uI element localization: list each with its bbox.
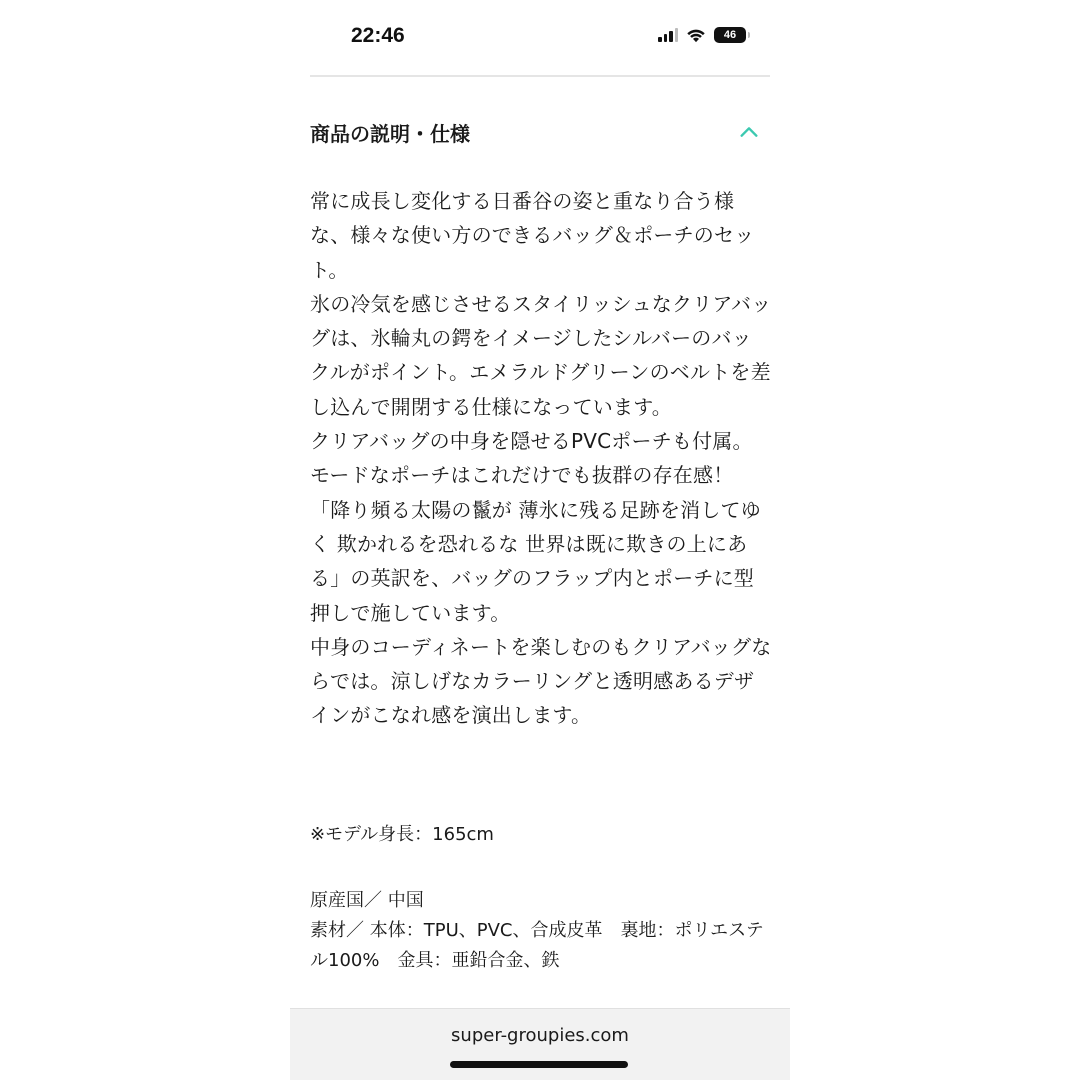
description-accordion-header[interactable] xyxy=(310,112,770,152)
description-paragraph: クリアバッグの中身を隠せるPVCポーチも付属。モードなポーチはこれだけでも抜群の存在感！ xyxy=(310,429,753,488)
browser-bottom-bar xyxy=(290,1008,790,1080)
wifi-icon xyxy=(685,27,707,43)
home-indicator[interactable] xyxy=(450,1061,628,1068)
model-height: ※モデル身長：165cm xyxy=(310,824,494,845)
description-paragraph: 「降り頻る太陽の鬣が 薄氷に残る足跡を消してゆく 欺かれるを恐れるな 世界は既に欺きの上にある」の英訳を、バッグのフラップ内とポーチに型押しで施しています。 xyxy=(310,497,761,625)
url-bar[interactable]: super-groupies.com xyxy=(451,1025,629,1046)
divider xyxy=(310,75,770,77)
product-specs xyxy=(310,886,772,976)
battery-icon xyxy=(714,27,746,43)
signal-icon xyxy=(658,28,678,42)
status-time: 22:46 xyxy=(351,24,405,47)
phone-screen xyxy=(290,0,790,1080)
description-paragraph: 氷の冷気を感じさせるスタイリッシュなクリアバッグは、氷輪丸の鍔をイメージしたシルバーのバックルがポイント。エメラルドグリーンのベルトを差し込んで開閉する仕様になっています。 xyxy=(310,291,772,419)
chevron-up-icon[interactable] xyxy=(738,121,760,143)
battery-level: 46 xyxy=(723,29,737,41)
section-title: 商品の説明・仕様 xyxy=(310,121,470,146)
spec-origin: 原産国／ 中国 xyxy=(310,890,424,911)
status-bar xyxy=(290,0,790,70)
product-description xyxy=(310,184,772,733)
description-paragraph: 常に成長し変化する日番谷の姿と重なり合う様な、様々な使い方のできるバッグ＆ポーチのセット。 xyxy=(310,189,755,282)
description-paragraph: 中身のコーディネートを楽しむのもクリアバッグならでは。涼しげなカラーリングと透明感あるデザインがこなれ感を演出します。 xyxy=(310,634,772,728)
spec-material: 素材／ 本体：TPU、PVC、合成皮革 裏地：ポリエステル100% 金具：亜鉛合金、鉄 xyxy=(310,920,764,971)
status-icons xyxy=(658,27,746,43)
